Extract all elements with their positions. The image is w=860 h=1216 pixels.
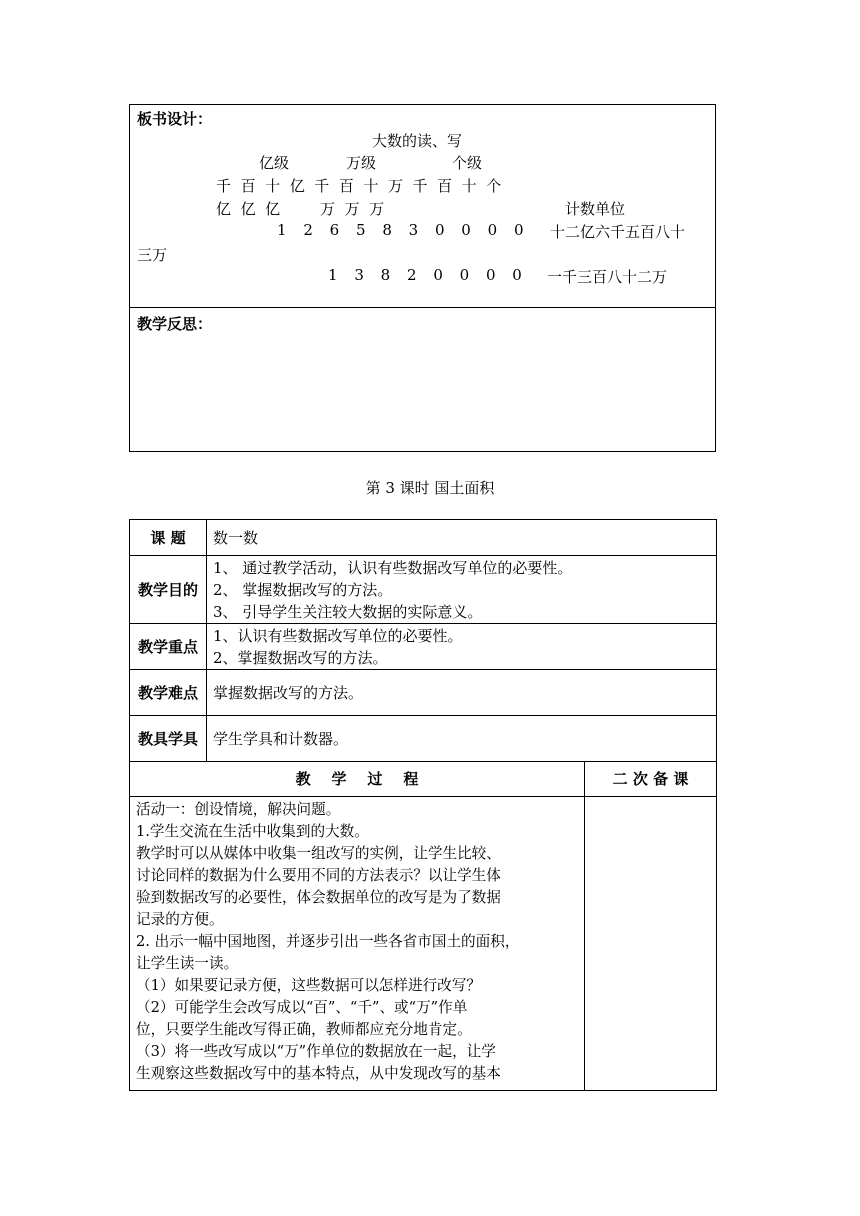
process-line: 记录的方便。 xyxy=(136,911,224,928)
digit: 0 xyxy=(433,266,443,284)
process-line: 教学时可以从媒体中收集一组改写的实例，让学生比较、 xyxy=(136,845,501,862)
process-line: 1.学生交流在生活中收集到的大数。 xyxy=(136,823,369,840)
key-cell xyxy=(207,624,717,670)
process-body-row xyxy=(130,797,717,1091)
digit: 0 xyxy=(434,221,445,239)
process-line: （1）如果要记录方便，这些数据可以怎样进行改写？ xyxy=(136,977,481,994)
place-cell: 千 xyxy=(412,177,428,195)
number-row-2 xyxy=(328,266,522,284)
difficulty-value: 掌握数据改写的方法。 xyxy=(207,670,717,716)
unit-label: 计数单位 xyxy=(565,200,626,218)
digit: 5 xyxy=(355,221,366,239)
place-cell: 百 xyxy=(437,177,453,195)
key-item: 2、掌握数据改写的方法。 xyxy=(213,648,388,667)
place-cell: 万 xyxy=(320,200,336,218)
process-line: 活动一：创设情境，解决问题。 xyxy=(136,801,341,818)
number-row-1-reading-wrap: 三万 xyxy=(137,246,168,264)
process-line: （3）将一些改写成以“万”作单位的数据放在一起，让学 xyxy=(136,1043,496,1060)
place-cell: 十 xyxy=(363,177,379,195)
key-item: 1、认识有些数据改写单位的必要性。 xyxy=(213,626,463,645)
place-cell: 亿 xyxy=(289,177,305,195)
key-row xyxy=(130,624,717,670)
key-label: 教学重点 xyxy=(130,624,207,670)
lesson-plan-table xyxy=(129,519,717,1091)
digit: 3 xyxy=(408,221,419,239)
board-design-label: 板书设计： xyxy=(137,110,213,128)
place-top-row xyxy=(216,175,501,196)
process-line: 让学生读一读。 xyxy=(136,955,239,972)
place-cell: 万 xyxy=(369,200,385,218)
difficulty-label: 教学难点 xyxy=(130,670,207,716)
process-line: （2）可能学生会改写成以“百”、“千”、或“万”作单 xyxy=(136,999,468,1016)
goal-item: 1、 通过教学活动，认识有些数据改写单位的必要性。 xyxy=(213,558,573,577)
place-cell: 百 xyxy=(240,177,256,195)
place-cell: 十 xyxy=(265,177,281,195)
digit: 1 xyxy=(328,266,338,284)
place-cell: 百 xyxy=(338,177,354,195)
process-line: 位，只要学生能改写得正确，教师都应充分地肯定。 xyxy=(136,1021,472,1038)
goals-row xyxy=(130,556,717,624)
number-row-1-reading: 十二亿六千五百八十 xyxy=(550,223,686,241)
place-bottom-row-wan xyxy=(320,198,384,219)
tools-row xyxy=(130,716,717,762)
process-body xyxy=(130,797,585,1091)
process-line: 生观察这些数据改写中的基本特点，从中发现改写的基本 xyxy=(136,1065,501,1082)
goals-cell xyxy=(207,556,717,624)
process-header-row xyxy=(130,762,717,797)
place-cell: 亿 xyxy=(216,200,232,218)
topic-label: 课 题 xyxy=(130,520,207,556)
goal-item: 3、 引导学生关注较大数据的实际意义。 xyxy=(213,602,483,621)
digit: 0 xyxy=(512,266,522,284)
place-cell: 万 xyxy=(387,177,403,195)
process-header: 教 学 过 程 xyxy=(130,762,585,797)
level-ge: 个级 xyxy=(452,154,483,172)
lesson-title: 第 3 课时 国土面积 xyxy=(365,479,495,497)
difficulty-row xyxy=(130,670,717,716)
digit: 2 xyxy=(406,266,417,284)
digit: 0 xyxy=(461,221,471,239)
digit: 0 xyxy=(487,221,498,239)
place-cell: 千 xyxy=(314,177,330,195)
place-cell: 千 xyxy=(216,177,232,195)
board-title: 大数的读、写 xyxy=(372,132,463,150)
place-cell: 个 xyxy=(486,177,502,195)
place-cell: 十 xyxy=(461,177,477,195)
process-line: 验到数据改写的必要性，体会数据单位的改写是为了数据 xyxy=(136,889,501,906)
place-cell: 万 xyxy=(344,200,360,218)
digit: 2 xyxy=(303,221,313,239)
second-prep-header: 二 次 备 课 xyxy=(585,762,717,797)
level-yi: 亿级 xyxy=(259,154,290,172)
second-prep-cell xyxy=(585,797,717,1091)
digit: 0 xyxy=(513,221,524,239)
place-cell: 亿 xyxy=(265,200,281,218)
topic-value: 数一数 xyxy=(207,520,717,556)
number-row-1 xyxy=(277,221,524,239)
place-bottom-row-yi xyxy=(216,198,280,219)
digit: 0 xyxy=(485,266,496,284)
goal-item: 2、 掌握数据改写的方法。 xyxy=(213,580,393,599)
process-line: 2. 出示一幅中国地图，并逐步引出一些各省市国土的面积， xyxy=(136,933,520,950)
process-line: 讨论同样的数据为什么要用不同的方法表示？以让学生体 xyxy=(136,867,501,884)
level-wan: 万级 xyxy=(346,154,377,172)
digit: 0 xyxy=(459,266,470,284)
tools-value: 学生学具和计数器。 xyxy=(207,716,717,762)
reflection-label: 教学反思： xyxy=(137,315,213,333)
reflection-section xyxy=(129,307,716,452)
digit: 3 xyxy=(354,266,364,284)
digit: 8 xyxy=(380,266,391,284)
place-cell: 亿 xyxy=(240,200,256,218)
digit: 6 xyxy=(329,221,340,239)
number-row-2-reading: 一千三百八十二万 xyxy=(547,268,668,286)
digit: 8 xyxy=(382,221,392,239)
topic-row xyxy=(130,520,717,556)
digit: 1 xyxy=(277,221,287,239)
tools-label: 教具学具 xyxy=(130,716,207,762)
goals-label: 教学目的 xyxy=(130,556,207,624)
